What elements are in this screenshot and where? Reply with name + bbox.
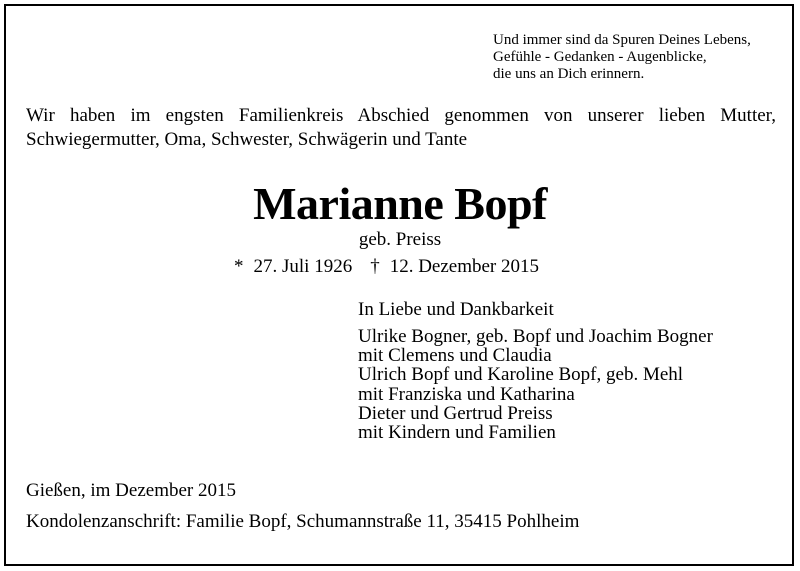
intro-text (26, 104, 776, 152)
mourner-line: Dieter und Gertrud Preiss (358, 402, 553, 424)
quote-line: die uns an Dich erinnern. (493, 66, 645, 82)
closing-phrase: In Liebe und Dankbarkeit (358, 299, 554, 320)
mourner-line: mit Clemens und Claudia (358, 345, 552, 367)
mourners-list (358, 327, 713, 442)
mourner-line: mit Franziska und Katharina (358, 383, 575, 405)
quote-line: Und immer sind da Spuren Deines Lebens, (493, 32, 751, 48)
death-symbol: † (370, 256, 380, 277)
life-dates (234, 255, 539, 279)
death-date: 12. Dezember 2015 (389, 256, 540, 277)
intro-line-2: Schwiegermutter, Oma, Schwester, Schwägerin und Tante (26, 129, 468, 150)
mourner-line: Ulrich Bopf und Karoline Bopf, geb. Mehl (358, 364, 684, 386)
birth-symbol: * (234, 256, 244, 277)
place-date: Gießen, im Dezember 2015 (26, 480, 236, 501)
memorial-quote (493, 32, 751, 83)
intro-line-1: Wir haben im engsten Familienkreis Abschied genommen von unserer lieben Mutter, (26, 105, 776, 126)
deceased-name: Marianne Bopf (253, 178, 547, 229)
birth-name: geb. Preiss (358, 229, 442, 250)
mourner-line: mit Kindern und Familien (358, 422, 556, 444)
birth-date: 27. Juli 1926 (253, 256, 353, 277)
condolence-address: Kondolenzanschrift: Familie Bopf, Schumannstraße 11, 35415 Pohlheim (26, 511, 580, 532)
quote-line: Gefühle - Gedanken - Augenblicke, (493, 49, 707, 65)
mourner-line: Ulrike Bogner, geb. Bopf und Joachim Bogner (358, 326, 713, 347)
